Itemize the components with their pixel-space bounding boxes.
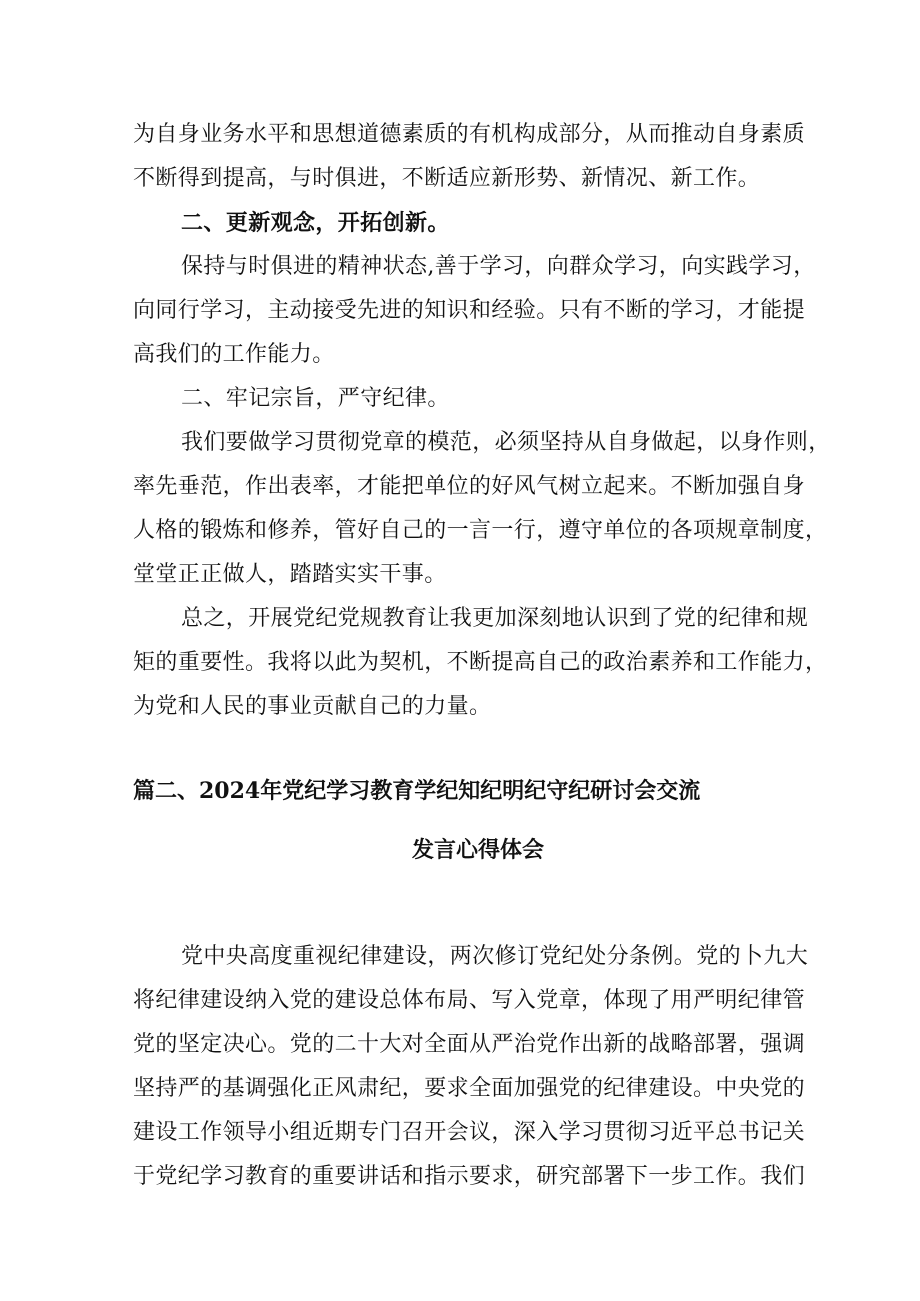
paragraph-line: 不断得到提高，与时俱进，不断适应新形势、新情况、新工作。 bbox=[133, 166, 761, 191]
paragraph-line: 建设工作领导小组近期专门召开会议，深入学习贯彻习近平总书记关 bbox=[133, 1120, 806, 1145]
paragraph-line: 保持与时俱进的精神状态,善于学习，向群众学习，向实践学习， bbox=[181, 254, 816, 279]
article-subtitle: 发言心得体会 bbox=[411, 837, 544, 863]
paragraph-line: 党中央高度重视纪律建设，两次修订党纪处分条例。党的卜九大 bbox=[181, 944, 809, 969]
paragraph-line: 将纪律建设纳入党的建设总体布局、写入党章，体现了用严明纪律管 bbox=[133, 988, 806, 1013]
paragraph-line: 党的坚定决心。党的二十大对全面从严治党作出新的战略部署，强调 bbox=[133, 1032, 806, 1057]
paragraph-line: 向同行学习，主动接受先进的知识和经验。只有不断的学习，才能提 bbox=[133, 298, 806, 323]
paragraph-line: 为自身业务水平和思想道德素质的有机构成部分，从而推动自身素质 bbox=[133, 122, 806, 147]
paragraph-line: 高我们的工作能力。 bbox=[133, 342, 335, 367]
section-heading: 二、牢记宗旨，严守纪律。 bbox=[181, 386, 450, 411]
article-title: 篇二、2024年党纪学习教育学纪知纪明纪守纪研讨会交流 bbox=[133, 778, 701, 804]
paragraph-line: 总之，开展党纪党规教育让我更加深刻地认识到了党的纪律和规 bbox=[181, 606, 809, 631]
section-heading: 二、更新观念，开拓创新。 bbox=[181, 210, 450, 236]
paragraph-line: 矩的重要性。我将以此为契机，不断提高自己的政治素养和工作能力， bbox=[133, 650, 828, 675]
paragraph-line: 率先垂范，作出表率，才能把单位的好风气树立起来。不断加强自身 bbox=[133, 474, 806, 499]
paragraph-line: 为党和人民的事业贡献自己的力量。 bbox=[133, 694, 492, 719]
paragraph-line: 坚持严的基调强化正风肃纪，要求全面加强党的纪律建设。中央党的 bbox=[133, 1076, 806, 1101]
paragraph-line: 堂堂正正做人，踏踏实实干事。 bbox=[133, 562, 447, 587]
paragraph-line: 我们要做学习贯彻党章的模范，必须坚持从自身做起，以身作则， bbox=[181, 430, 831, 455]
paragraph-line: 于党纪学习教育的重要讲话和指示要求，研究部署下一步工作。我们 bbox=[133, 1164, 806, 1189]
paragraph-line: 人格的锻炼和修养，管好自己的一言一行，遵守单位的各项规章制度， bbox=[133, 518, 828, 543]
